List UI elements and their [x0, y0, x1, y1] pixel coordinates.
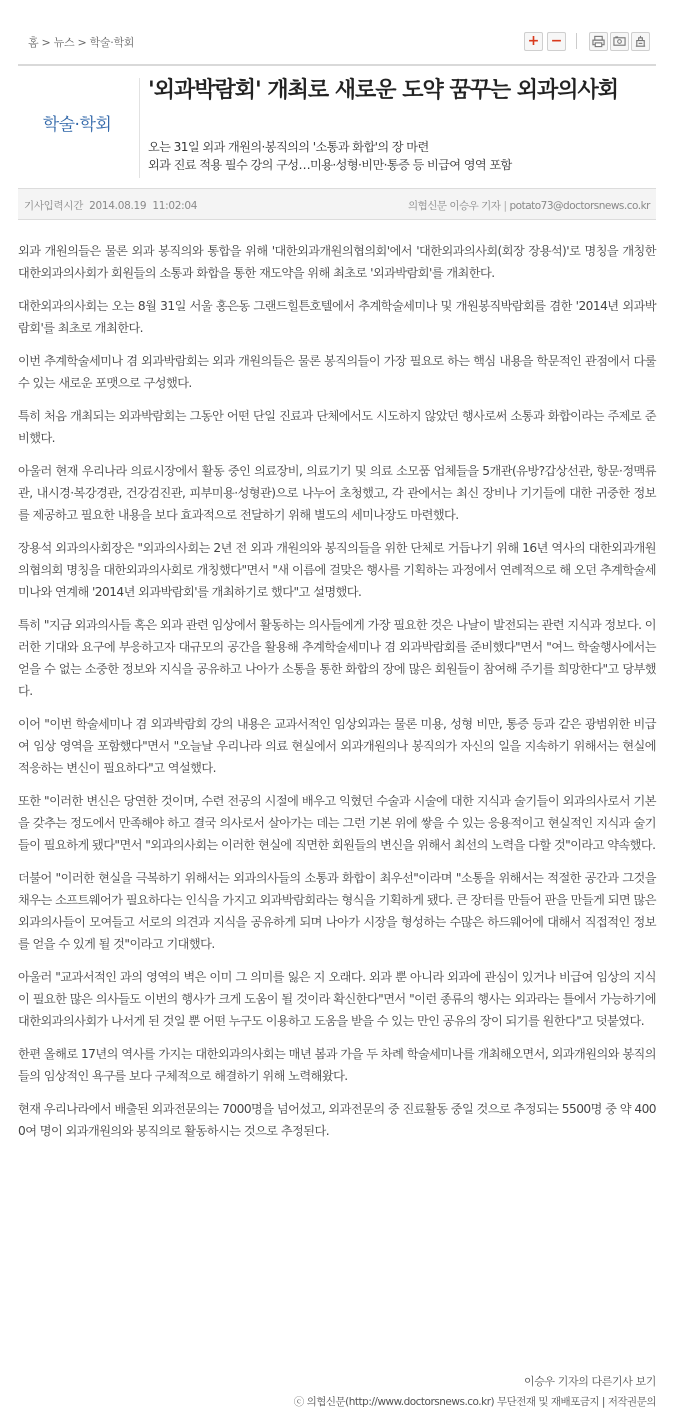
section-label[interactable]: 학술·학회 — [42, 115, 112, 135]
reporter-more-articles-link[interactable]: 이승우 기자의 다른기사 보기 — [523, 1375, 656, 1388]
breadcrumb-separator: > — [74, 36, 90, 49]
publish-date: 2014.08.19 — [89, 200, 147, 212]
subtitle-line: 외과 진료 적용 필수 강의 구성…미용·성형·비만·통증 등 비급여 영역 포함 — [148, 158, 512, 172]
article-paragraph: 이어 "이번 학술세미나 겸 외과박람회 강의 내용은 교과서적인 임상외과는 물론 미용, 성형 비만, 통증 등과 같은 광범위한 비급여 임상 영역을 포함했다"면서 "오늘날 우리나라 의료 현실에서 외과개원의나 봉직의가 자신의 일을 지속하기 위해서는 현실에 적응하는 변신이 필요하다"고 역설했다. — [18, 717, 656, 775]
article-paragraph: 특히 "지금 외과의사들 혹은 외과 관련 임상에서 활동하는 의사들에게 가장 필요한 것은 나날이 발전되는 관련 지식과 정보다. 이러한 기대와 요구에 부응하고자 대규모의 공간을 활용해 추계학술세미나 겸 외과박람회를 준비했다"면서 "여느 학술행사에서는 얻을 수 없는 소중한 정보와 지식을 공유하고 나아가 소통을 통한 화합의 장에 많은 회원들이 참여해 주기를 희망한다"고 당부했다. — [18, 618, 656, 698]
publish-label: 기사입력시간 — [24, 200, 84, 212]
copyright-notice: ⓒ 의협신문(http://www.doctorsnews.co.kr) 무단전재 및 재배포금지 | 저작권문의 — [293, 1396, 656, 1408]
outlet-name: 의협신문 — [407, 200, 447, 212]
breadcrumb-separator: > — [38, 36, 54, 49]
breadcrumb-news[interactable]: 뉴스 — [53, 36, 75, 49]
article-paragraph: 아울러 "교과서적인 과의 영역의 벽은 이미 그 의미를 잃은 지 오래다. 외과 뿐 아니라 외과에 관심이 있거나 비급여 임상의 지식이 필요한 많은 의사들도 이번의 행사가 크게 도움이 될 것이라 확신한다"면서 "이런 종류의 행사는 외과라는 틀에서 가능하기에 대한외과의사회가 나서게 된 것일 뿐 어떤 누구도 이용하고 도움을 받을 수 있는 만인 공유의 장이 되기를 원한다"고 덧붙였다. — [18, 970, 656, 1028]
print-button[interactable] — [589, 32, 608, 51]
scrap-button[interactable] — [631, 32, 650, 51]
toolbar-divider — [576, 33, 577, 49]
breadcrumb — [28, 34, 134, 50]
subtitle-line: 오는 31일 외과 개원의·봉직의의 '소통과 화합'의 장 마련 — [148, 140, 429, 154]
header-vertical-divider — [139, 78, 140, 178]
scrap-icon — [634, 35, 647, 48]
article-paragraph: 이번 추계학술세미나 겸 외과박람회는 외과 개원의들은 물론 봉직의들이 가장 필요로 하는 핵심 내용을 학문적인 관점에서 다룰 수 있는 새로운 포맷으로 구성했다. — [18, 354, 656, 390]
header-divider — [18, 64, 656, 66]
breadcrumb-category[interactable]: 학술·학회 — [89, 36, 135, 49]
article-paragraph: 특히 처음 개최되는 외과박람회는 그동안 어떤 단일 진료과 단체에서도 시도하지 않았던 행사로써 소통과 화합이라는 주제로 준비했다. — [18, 409, 656, 445]
article-body — [18, 240, 656, 1153]
article-subtitle — [148, 138, 658, 174]
article-paragraph: 더불어 "이러한 현실을 극복하기 위해서는 외과의사들의 소통과 화합이 최우선"이라며 "소통을 위해서는 적절한 공간과 그것을 채우는 소프트웨어가 필요하다는 인식을 가지고 외과박람회라는 형식을 기획하게 됐다. 큰 장터를 만들어 판을 만들게 되면 많은 외과의사들이 모여들고 서로의 의견과 지식을 공유하게 되며 나아가 시장을 형성하는 수많은 하드웨어에 대해서 직접적인 정보를 얻을 수 있게 될 것"이라고 기대했다. — [18, 871, 656, 951]
email-icon — [613, 35, 626, 48]
article-paragraph: 장용석 외과의사회장은 "외과의사회는 2년 전 외과 개원의와 봉직의들을 위한 단체로 거듭나기 위해 16년 역사의 대한외과개원의협의회 명칭을 대한외과의사회로 개칭했다"면서 "새 이름에 걸맞은 행사를 기획하는 과정에서 연례적으로 해 오던 추계학술세미나와 연계해 '2014년 외과박람회'를 개최하기로 했다"고 설명했다. — [18, 541, 656, 599]
article-paragraph: 또한 "이러한 변신은 당연한 것이며, 수련 전공의 시절에 배우고 익혔던 수술과 시술에 대한 지식과 술기들이 외과의사로서 기본을 갖추는 정도에서 만족해야 하고 결국 의사로서 살아가는 데는 그런 기본 위에 쌓을 수 있는 응용적이고 현실적인 지식과 술기들이 필요하게 됐다"면서 "외과의사회는 이러한 현실에 직면한 회원들의 변신을 위해서 최선의 노력을 다할 것"이라고 약속했다. — [18, 794, 656, 852]
article-paragraph: 한편 올해로 17년의 역사를 가지는 대한외과의사회는 매년 봄과 가을 두 차례 학술세미나를 개최해오면서, 외과개원의와 봉직의들의 임상적인 욕구를 보다 구체적으로 해결하기 위해 노력해왔다. — [18, 1047, 656, 1083]
font-size-decrease-button[interactable]: − — [547, 32, 566, 51]
byline — [408, 198, 650, 213]
article-paragraph: 외과 개원의들은 물론 외과 봉직의와 통합을 위해 '대한외과개원의협의회'에서 '대한외과의사회(회장 장용석)'로 명칭을 개칭한 대한외과의사회가 회원들의 소통과 화합을 통한 재도약을 위해 최초로 '외과박람회'를 개최한다. — [18, 244, 656, 280]
email-button[interactable] — [610, 32, 629, 51]
reporter-email[interactable]: potato73@doctorsnews.co.kr — [509, 200, 650, 212]
font-size-increase-button[interactable]: + — [524, 32, 543, 51]
article-meta-bar — [18, 188, 656, 220]
article-paragraph: 현재 우리나라에서 배출된 외과전문의는 7000명을 넘어섰고, 외과전문의 중 진료활동 중일 것으로 추정되는 5500명 중 약 4000여 명이 외과개원의와 봉직의로 활동하시는 것으로 추정된다. — [18, 1102, 656, 1138]
breadcrumb-home[interactable]: 홈 — [28, 36, 39, 49]
byline-separator: | — [503, 200, 507, 212]
article-headline: '외과박람회' 개최로 새로운 도약 꿈꾸는 외과의사회 — [148, 78, 619, 103]
publish-datetime — [24, 198, 197, 213]
top-bar — [18, 0, 658, 72]
article-tools — [520, 31, 650, 51]
print-icon — [592, 35, 605, 48]
reporter-name: 이승우 기자 — [449, 200, 501, 212]
article-paragraph: 아울러 현재 우리나라 의료시장에서 활동 중인 의료장비, 의료기기 및 의료 소모품 업체들을 5개관(유방?갑상선관, 항문·정맥류관, 내시경·복강경관, 건강검진관, 피부미용·성형관)으로 나누어 초청했고, 각 관에서는 최신 장비나 기기들에 대한 귀중한 정보를 제공하고 필요한 내용을 보다 효과적으로 전달하기 위해 별도의 세미나장도 마련했다. — [18, 464, 656, 522]
publish-time: 11:02:04 — [152, 200, 198, 212]
article-paragraph: 대한외과의사회는 오는 8월 31일 서울 홍은동 그랜드힐튼호텔에서 추계학술세미나 및 개원봉직박람회를 겸한 '2014년 외과박람회'를 최초로 개최한다. — [18, 299, 656, 335]
